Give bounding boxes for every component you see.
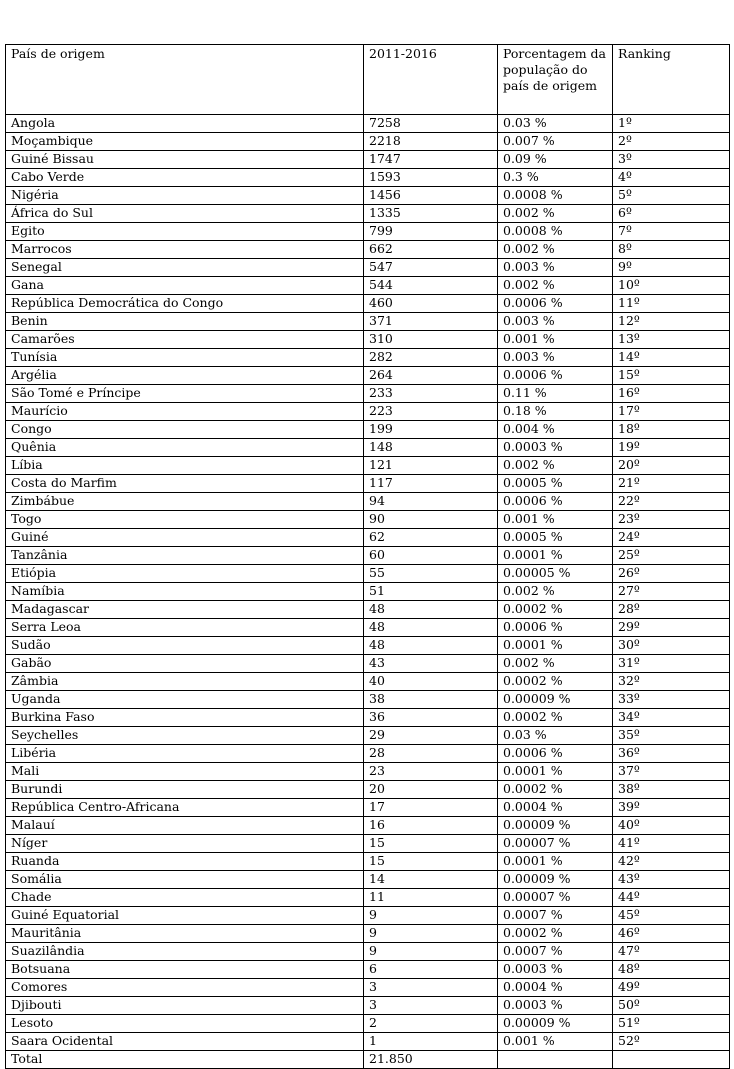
cell-percentage: 0.03 % [498, 115, 613, 133]
cell-count: 121 [364, 457, 498, 475]
cell-ranking: 41º [613, 835, 730, 853]
table-row [6, 583, 730, 601]
cell-count: 3 [364, 979, 498, 997]
cell-country: Zimbábue [6, 493, 364, 511]
cell-count: 117 [364, 475, 498, 493]
cell-count: 15 [364, 835, 498, 853]
cell-country: Somália [6, 871, 364, 889]
cell-country: Tanzânia [6, 547, 364, 565]
cell-country: Etiópia [6, 565, 364, 583]
table-row [6, 169, 730, 187]
cell-country: Togo [6, 511, 364, 529]
cell-percentage: 0.0004 % [498, 799, 613, 817]
cell-ranking: 28º [613, 601, 730, 619]
cell-country: Moçambique [6, 133, 364, 151]
cell-percentage: 0.00005 % [498, 565, 613, 583]
cell-percentage: 0.0007 % [498, 907, 613, 925]
cell-count: 233 [364, 385, 498, 403]
cell-country: Argélia [6, 367, 364, 385]
cell-ranking: 20º [613, 457, 730, 475]
table-row [6, 403, 730, 421]
cell-percentage: 0.0002 % [498, 781, 613, 799]
cell-country: São Tomé e Príncipe [6, 385, 364, 403]
cell-ranking: 4º [613, 169, 730, 187]
cell-count: 460 [364, 295, 498, 313]
cell-ranking: 10º [613, 277, 730, 295]
table-row [6, 331, 730, 349]
cell-ranking: 12º [613, 313, 730, 331]
cell-percentage: 0.003 % [498, 349, 613, 367]
cell-count: 36 [364, 709, 498, 727]
cell-count: 20 [364, 781, 498, 799]
table-row [6, 313, 730, 331]
cell-country: África do Sul [6, 205, 364, 223]
table-row [6, 925, 730, 943]
cell-percentage: 0.0003 % [498, 961, 613, 979]
table-row [6, 565, 730, 583]
table-row [6, 475, 730, 493]
table-row [6, 547, 730, 565]
cell-country: Djibouti [6, 997, 364, 1015]
cell-ranking: 5º [613, 187, 730, 205]
table-row [6, 367, 730, 385]
cell-percentage: 0.002 % [498, 583, 613, 601]
cell-ranking: 18º [613, 421, 730, 439]
cell-ranking: 13º [613, 331, 730, 349]
cell-percentage: 0.00009 % [498, 871, 613, 889]
cell-ranking: 39º [613, 799, 730, 817]
table-row [6, 241, 730, 259]
table-row [6, 691, 730, 709]
cell-percentage: 0.0003 % [498, 439, 613, 457]
cell-ranking: 15º [613, 367, 730, 385]
table-row [6, 601, 730, 619]
cell-ranking: 34º [613, 709, 730, 727]
table-row [6, 115, 730, 133]
cell-count: 7258 [364, 115, 498, 133]
cell-percentage: 0.0005 % [498, 475, 613, 493]
cell-count: 544 [364, 277, 498, 295]
cell-percentage: 0.00007 % [498, 835, 613, 853]
cell-percentage: 0.0002 % [498, 709, 613, 727]
cell-ranking: 17º [613, 403, 730, 421]
cell-country: Nigéria [6, 187, 364, 205]
cell-country: Ruanda [6, 853, 364, 871]
cell-country: Saara Ocidental [6, 1033, 364, 1051]
cell-count: 17 [364, 799, 498, 817]
table-row [6, 619, 730, 637]
cell-count: 40 [364, 673, 498, 691]
cell-percentage: 0.09 % [498, 151, 613, 169]
cell-country: República Centro-Africana [6, 799, 364, 817]
cell-ranking: 2º [613, 133, 730, 151]
cell-country: Sudão [6, 637, 364, 655]
cell-ranking: 14º [613, 349, 730, 367]
cell-percentage: 0.0006 % [498, 367, 613, 385]
table-body [6, 115, 730, 1051]
cell-percentage: 0.0006 % [498, 745, 613, 763]
cell-country: Comores [6, 979, 364, 997]
cell-country: Guiné [6, 529, 364, 547]
table-row [6, 961, 730, 979]
cell-count: 1 [364, 1033, 498, 1051]
cell-percentage: 0.0001 % [498, 637, 613, 655]
cell-ranking: 46º [613, 925, 730, 943]
cell-ranking: 9º [613, 259, 730, 277]
cell-country: Libéria [6, 745, 364, 763]
cell-country: Lesoto [6, 1015, 364, 1033]
cell-ranking: 37º [613, 763, 730, 781]
cell-percentage: 0.0008 % [498, 187, 613, 205]
cell-country: Chade [6, 889, 364, 907]
cell-count: 29 [364, 727, 498, 745]
cell-count: 1747 [364, 151, 498, 169]
cell-count: 1335 [364, 205, 498, 223]
cell-country: Burkina Faso [6, 709, 364, 727]
cell-ranking: 47º [613, 943, 730, 961]
cell-count: 199 [364, 421, 498, 439]
cell-percentage: 0.0001 % [498, 547, 613, 565]
cell-percentage: 0.0006 % [498, 493, 613, 511]
cell-count: 2218 [364, 133, 498, 151]
cell-country: Egito [6, 223, 364, 241]
cell-country: Níger [6, 835, 364, 853]
cell-country: Namíbia [6, 583, 364, 601]
immigration-table [5, 44, 730, 1069]
table-row [6, 457, 730, 475]
header-period: 2011-2016 [364, 45, 498, 115]
table-row [6, 907, 730, 925]
cell-count: 43 [364, 655, 498, 673]
cell-count: 94 [364, 493, 498, 511]
cell-country: Costa do Marfim [6, 475, 364, 493]
cell-country: Mali [6, 763, 364, 781]
cell-count: 51 [364, 583, 498, 601]
cell-percentage: 0.0006 % [498, 619, 613, 637]
table-row [6, 763, 730, 781]
cell-ranking: 16º [613, 385, 730, 403]
cell-percentage: 0.002 % [498, 241, 613, 259]
cell-ranking: 33º [613, 691, 730, 709]
total-label: Total [6, 1051, 364, 1069]
cell-percentage: 0.002 % [498, 205, 613, 223]
cell-country: Gana [6, 277, 364, 295]
cell-country: Madagascar [6, 601, 364, 619]
cell-ranking: 32º [613, 673, 730, 691]
cell-percentage: 0.18 % [498, 403, 613, 421]
cell-count: 1593 [364, 169, 498, 187]
table-row [6, 421, 730, 439]
table-row [6, 853, 730, 871]
cell-ranking: 27º [613, 583, 730, 601]
cell-count: 3 [364, 997, 498, 1015]
header-percentage: Porcentagem da população do país de origem [498, 45, 613, 115]
cell-count: 9 [364, 907, 498, 925]
cell-percentage: 0.001 % [498, 331, 613, 349]
table-row [6, 979, 730, 997]
table-row [6, 943, 730, 961]
cell-country: Gabão [6, 655, 364, 673]
cell-percentage: 0.003 % [498, 313, 613, 331]
cell-percentage: 0.004 % [498, 421, 613, 439]
table-row [6, 493, 730, 511]
table-row [6, 781, 730, 799]
cell-count: 223 [364, 403, 498, 421]
cell-percentage: 0.0002 % [498, 601, 613, 619]
cell-count: 547 [364, 259, 498, 277]
cell-percentage: 0.0008 % [498, 223, 613, 241]
cell-count: 9 [364, 943, 498, 961]
cell-country: Quênia [6, 439, 364, 457]
cell-country: Zâmbia [6, 673, 364, 691]
total-ranking [613, 1051, 730, 1069]
table-row [6, 187, 730, 205]
cell-count: 16 [364, 817, 498, 835]
cell-country: Marrocos [6, 241, 364, 259]
cell-country: Guiné Bissau [6, 151, 364, 169]
table-total-row [6, 1051, 730, 1069]
header-ranking: Ranking [613, 45, 730, 115]
cell-ranking: 21º [613, 475, 730, 493]
table-row [6, 439, 730, 457]
table-row [6, 727, 730, 745]
cell-percentage: 0.0002 % [498, 673, 613, 691]
cell-percentage: 0.0001 % [498, 853, 613, 871]
cell-country: Serra Leoa [6, 619, 364, 637]
cell-count: 148 [364, 439, 498, 457]
cell-country: Mauritânia [6, 925, 364, 943]
cell-percentage: 0.0002 % [498, 925, 613, 943]
cell-ranking: 50º [613, 997, 730, 1015]
cell-count: 662 [364, 241, 498, 259]
cell-ranking: 6º [613, 205, 730, 223]
cell-ranking: 3º [613, 151, 730, 169]
cell-country: Cabo Verde [6, 169, 364, 187]
cell-count: 1456 [364, 187, 498, 205]
cell-count: 371 [364, 313, 498, 331]
cell-count: 55 [364, 565, 498, 583]
cell-ranking: 11º [613, 295, 730, 313]
cell-country: Burundi [6, 781, 364, 799]
header-country: País de origem [6, 45, 364, 115]
table-row [6, 745, 730, 763]
cell-percentage: 0.0004 % [498, 979, 613, 997]
table-row [6, 385, 730, 403]
cell-count: 310 [364, 331, 498, 349]
cell-ranking: 23º [613, 511, 730, 529]
cell-ranking: 31º [613, 655, 730, 673]
cell-country: Líbia [6, 457, 364, 475]
table-row [6, 655, 730, 673]
cell-ranking: 29º [613, 619, 730, 637]
table-row [6, 835, 730, 853]
cell-ranking: 51º [613, 1015, 730, 1033]
table-row [6, 1015, 730, 1033]
table-row [6, 259, 730, 277]
cell-percentage: 0.0007 % [498, 943, 613, 961]
cell-count: 15 [364, 853, 498, 871]
cell-country: Congo [6, 421, 364, 439]
table-row [6, 673, 730, 691]
cell-ranking: 52º [613, 1033, 730, 1051]
cell-count: 264 [364, 367, 498, 385]
cell-country: República Democrática do Congo [6, 295, 364, 313]
cell-country: Senegal [6, 259, 364, 277]
cell-country: Camarões [6, 331, 364, 349]
cell-ranking: 19º [613, 439, 730, 457]
total-percentage [498, 1051, 613, 1069]
cell-country: Angola [6, 115, 364, 133]
table-row [6, 151, 730, 169]
table-row [6, 637, 730, 655]
cell-ranking: 38º [613, 781, 730, 799]
cell-percentage: 0.03 % [498, 727, 613, 745]
cell-ranking: 43º [613, 871, 730, 889]
cell-count: 60 [364, 547, 498, 565]
cell-count: 48 [364, 601, 498, 619]
cell-count: 62 [364, 529, 498, 547]
cell-percentage: 0.0003 % [498, 997, 613, 1015]
cell-ranking: 40º [613, 817, 730, 835]
table-row [6, 529, 730, 547]
table-header-row [6, 45, 730, 115]
cell-percentage: 0.002 % [498, 457, 613, 475]
table-row [6, 205, 730, 223]
cell-count: 799 [364, 223, 498, 241]
cell-count: 90 [364, 511, 498, 529]
cell-count: 282 [364, 349, 498, 367]
cell-ranking: 26º [613, 565, 730, 583]
total-value: 21.850 [364, 1051, 498, 1069]
table-row [6, 871, 730, 889]
cell-ranking: 25º [613, 547, 730, 565]
cell-percentage: 0.0006 % [498, 295, 613, 313]
cell-ranking: 7º [613, 223, 730, 241]
cell-count: 28 [364, 745, 498, 763]
cell-count: 48 [364, 637, 498, 655]
cell-percentage: 0.00007 % [498, 889, 613, 907]
table-row [6, 1033, 730, 1051]
table-row [6, 997, 730, 1015]
cell-percentage: 0.002 % [498, 277, 613, 295]
cell-country: Malauí [6, 817, 364, 835]
cell-count: 6 [364, 961, 498, 979]
cell-count: 9 [364, 925, 498, 943]
cell-percentage: 0.001 % [498, 511, 613, 529]
cell-count: 14 [364, 871, 498, 889]
table-row [6, 799, 730, 817]
cell-country: Uganda [6, 691, 364, 709]
cell-ranking: 35º [613, 727, 730, 745]
cell-country: Guiné Equatorial [6, 907, 364, 925]
cell-percentage: 0.007 % [498, 133, 613, 151]
cell-percentage: 0.0001 % [498, 763, 613, 781]
cell-ranking: 22º [613, 493, 730, 511]
cell-percentage: 0.3 % [498, 169, 613, 187]
table-row [6, 133, 730, 151]
cell-percentage: 0.00009 % [498, 817, 613, 835]
table-row [6, 889, 730, 907]
table-row [6, 817, 730, 835]
cell-percentage: 0.002 % [498, 655, 613, 673]
cell-count: 23 [364, 763, 498, 781]
table-row [6, 709, 730, 727]
cell-ranking: 30º [613, 637, 730, 655]
cell-percentage: 0.11 % [498, 385, 613, 403]
cell-count: 11 [364, 889, 498, 907]
cell-count: 48 [364, 619, 498, 637]
table-row [6, 349, 730, 367]
cell-ranking: 8º [613, 241, 730, 259]
cell-ranking: 24º [613, 529, 730, 547]
table-row [6, 511, 730, 529]
cell-country: Seychelles [6, 727, 364, 745]
table-row [6, 295, 730, 313]
cell-ranking: 45º [613, 907, 730, 925]
cell-count: 38 [364, 691, 498, 709]
cell-ranking: 48º [613, 961, 730, 979]
table-row [6, 277, 730, 295]
cell-ranking: 44º [613, 889, 730, 907]
cell-ranking: 1º [613, 115, 730, 133]
cell-country: Botsuana [6, 961, 364, 979]
cell-country: Suazilândia [6, 943, 364, 961]
cell-country: Tunísia [6, 349, 364, 367]
cell-ranking: 36º [613, 745, 730, 763]
cell-ranking: 42º [613, 853, 730, 871]
cell-percentage: 0.001 % [498, 1033, 613, 1051]
cell-country: Maurício [6, 403, 364, 421]
cell-percentage: 0.00009 % [498, 691, 613, 709]
cell-percentage: 0.003 % [498, 259, 613, 277]
cell-count: 2 [364, 1015, 498, 1033]
cell-percentage: 0.00009 % [498, 1015, 613, 1033]
cell-percentage: 0.0005 % [498, 529, 613, 547]
cell-ranking: 49º [613, 979, 730, 997]
table-row [6, 223, 730, 241]
cell-country: Benin [6, 313, 364, 331]
